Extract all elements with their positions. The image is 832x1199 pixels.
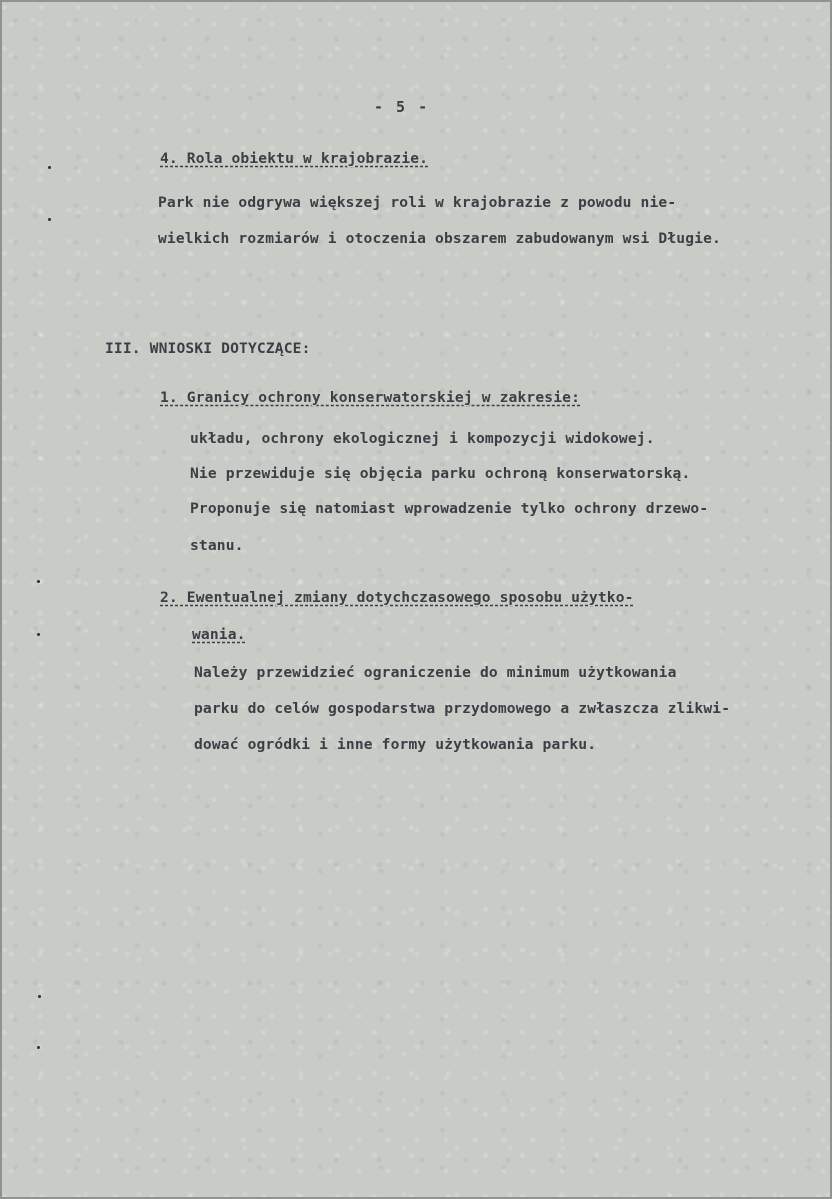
- item-1-line: Nie przewiduje się objęcia parku ochroną konserwatorską.: [190, 465, 691, 482]
- item-2-line: Należy przewidzieć ograniczenie do minimum użytkowania: [194, 664, 677, 681]
- item-2-line: dować ogródki i inne formy użytkowania parku.: [194, 736, 597, 753]
- margin-mark: [37, 633, 40, 636]
- item-2-heading: 2. Ewentualnej zmiany dotychczasowego sposobu użytko-: [160, 589, 634, 606]
- margin-mark: [37, 580, 40, 583]
- item-1-line: układu, ochrony ekologicznej i kompozycji widokowej.: [190, 430, 655, 447]
- item-2-line: parku do celów gospodarstwa przydomowego a zwłaszcza zlikwi-: [194, 700, 731, 717]
- section-4-line: wielkich rozmiarów i otoczenia obszarem zabudowanym wsi Długie.: [158, 230, 721, 247]
- section-3-heading-text: III. WNIOSKI DOTYCZĄCE:: [105, 340, 311, 357]
- item-1-line: stanu.: [190, 537, 244, 554]
- item-2-heading-continued: wania.: [192, 626, 246, 643]
- margin-mark: [48, 166, 51, 169]
- margin-mark: [37, 1046, 40, 1049]
- section-4-line: Park nie odgrywa większej roli w krajobrazie z powodu nie-: [158, 194, 677, 211]
- margin-mark: [48, 218, 51, 221]
- section-4-heading: 4. Rola obiektu w krajobrazie.: [160, 150, 429, 167]
- section-3-heading: [105, 342, 311, 357]
- item-1-heading: 1. Granicy ochrony konserwatorskiej w zakresie:: [160, 389, 581, 406]
- margin-mark: [38, 995, 41, 998]
- page-number: - 5 -: [374, 98, 430, 116]
- item-1-line: Proponuje się natomiast wprowadzenie tylko ochrony drzewo-: [190, 500, 709, 517]
